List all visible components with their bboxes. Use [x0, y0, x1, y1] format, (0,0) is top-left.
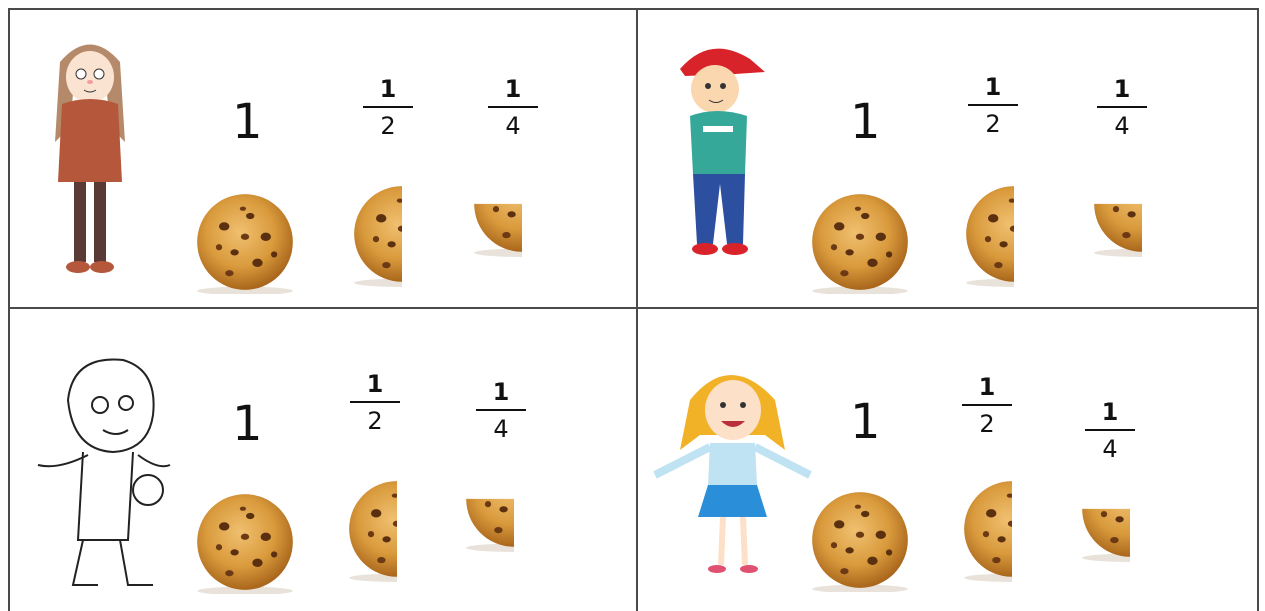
boy-with-red-cap-icon [665, 34, 775, 259]
whole-number: 1 [232, 396, 263, 452]
half-cookie-icon [960, 475, 1064, 587]
horizontal-divider [8, 307, 1259, 309]
fraction-one-quarter [476, 380, 526, 441]
quarter-cookie-icon [1090, 150, 1194, 262]
numerator: 1 [984, 73, 1002, 101]
numerator: 1 [366, 370, 384, 398]
cell-bottom-left [10, 310, 630, 600]
denominator: 2 [380, 112, 396, 140]
fraction-bar [488, 106, 538, 108]
whole-cookie-icon [808, 488, 912, 592]
fraction-one-quarter [488, 77, 538, 138]
fraction-one-half [962, 375, 1012, 436]
numerator: 1 [1101, 398, 1119, 426]
numerator: 1 [379, 75, 397, 103]
quarter-cookie-icon [462, 445, 566, 557]
cell-top-left [10, 10, 630, 300]
denominator: 4 [1114, 112, 1130, 140]
numerator: 1 [1113, 75, 1131, 103]
fraction-bar [1085, 429, 1135, 431]
girl-with-long-hair-icon [40, 32, 140, 277]
whole-cookie-icon [193, 190, 297, 294]
fraction-one-quarter [1097, 77, 1147, 138]
denominator: 2 [979, 410, 995, 438]
numerator: 1 [978, 373, 996, 401]
outline-boy-sketch-icon [28, 340, 178, 595]
quarter-cookie-icon [470, 150, 574, 262]
quarter-cookie-icon [1078, 455, 1182, 567]
fraction-bar [968, 104, 1018, 106]
denominator: 4 [1102, 435, 1118, 463]
fraction-bar [1097, 106, 1147, 108]
fraction-bar [962, 404, 1012, 406]
vertical-divider [636, 8, 638, 611]
cell-bottom-right [640, 310, 1260, 600]
half-cookie-icon [345, 475, 449, 587]
whole-number: 1 [850, 394, 881, 450]
whole-number: 1 [232, 94, 263, 150]
numerator: 1 [504, 75, 522, 103]
denominator: 4 [493, 415, 509, 443]
half-cookie-icon [962, 180, 1066, 292]
fraction-one-half [363, 77, 413, 138]
fraction-one-half [350, 372, 400, 433]
half-cookie-icon [350, 180, 454, 292]
fraction-one-quarter [1085, 400, 1135, 461]
whole-cookie-icon [193, 490, 297, 594]
denominator: 2 [367, 407, 383, 435]
fraction-one-half [968, 75, 1018, 136]
fraction-bar [476, 409, 526, 411]
whole-cookie-icon [808, 190, 912, 294]
fraction-bar [363, 106, 413, 108]
numerator: 1 [492, 378, 510, 406]
denominator: 2 [985, 110, 1001, 138]
fraction-bar [350, 401, 400, 403]
cell-top-right [640, 10, 1260, 300]
whole-number: 1 [850, 94, 881, 150]
denominator: 4 [505, 112, 521, 140]
girl-with-pigtails-icon [645, 345, 820, 580]
